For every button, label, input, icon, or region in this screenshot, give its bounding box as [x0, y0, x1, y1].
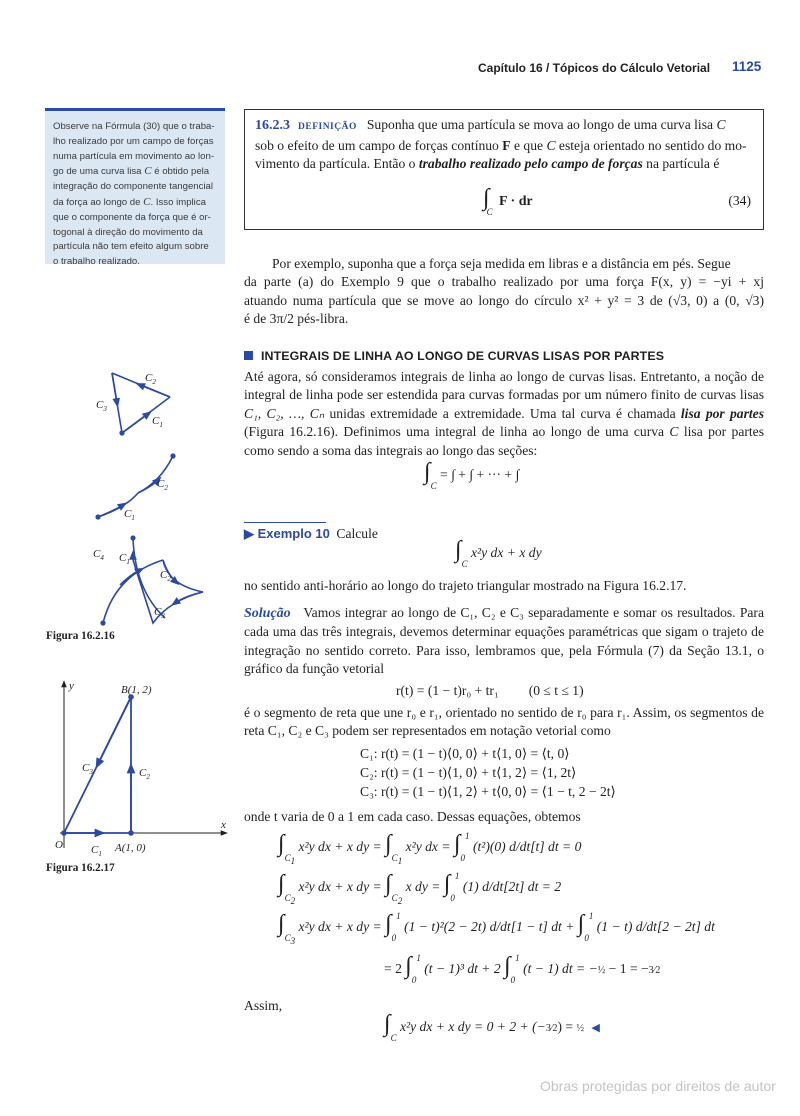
solution-paragraph-3: onde t varia de 0 a 1 em cada caso. Dessas equações, obtemos: [244, 809, 581, 824]
note-line: integração do componente tangencial: [53, 181, 214, 193]
param-c2: C₂: r(t) = (1 − t)⟨1, 0⟩ + t⟨1, 2⟩ = ⟨1, 2t⟩: [360, 765, 577, 780]
label-origin: O: [55, 839, 63, 851]
note-line: que o componente da força que é or-: [53, 211, 211, 223]
note-line: da força ao longo de C. Isso implica: [53, 195, 206, 208]
definition-number: 16.2.3: [255, 118, 290, 133]
label-y: y: [69, 680, 74, 692]
label-c3c: $C_3$: [154, 606, 165, 620]
definition-emphasis: trabalho realizado pelo campo de forças: [418, 156, 643, 171]
note-line: o trabalho realizado.: [53, 256, 140, 268]
label-point-a: A(1, 0): [115, 842, 146, 854]
example-after: no sentido anti-horário ao longo do trajeto triangular mostrado na Figura 16.2.17.: [244, 578, 687, 593]
page-number: 1125: [732, 59, 762, 74]
section-paragraph: Até agora, só consideramos integrais de linha ao longo de curvas lisas. Entretanto, a noção de integral de linha pode ser estendida para curvas formadas por um número finito de curvas lisas C₁, C₂, …, Cₙ unidas extremidade a extremidade. Uma tal curva é chamada lisa por partes (Figura 16.2.16). Definimos uma integral de linha ao longo de uma curva C lisa por partes como sendo a soma das integrais ao longo das seções:: [244, 369, 764, 458]
example-integral: $\int_C$ x²y dx + x dy: [455, 537, 542, 569]
label-c3: $C_3$: [82, 762, 93, 776]
label-c1: $C_1$: [91, 844, 102, 858]
label-point-b: B(1, 2): [121, 684, 152, 696]
parametrizations: [360, 744, 616, 801]
final-result: $\int_C$ x²y dx + x dy = 0 + 2 + (−3⁄2) = ½ ◀: [384, 1011, 600, 1043]
figure-16-2-16: [60, 360, 210, 630]
label-c2: $C_2$: [139, 767, 150, 781]
calc-c2: $\int_{C_2}$ x²y dx + x dy = $\int_{C_2}$ x dy = $\int_0^1$ (1) d/dt[2t] dt = 2: [278, 871, 562, 906]
margin-note: [45, 108, 225, 268]
figure-16-2-17-caption: Figura 16.2.17: [46, 862, 115, 874]
chapter-header: Capítulo 16 / Tópicos do Cálculo Vetorial: [478, 61, 711, 75]
watermark: Obras protegidas por direitos de autor: [540, 1078, 776, 1094]
note-line: togonal à direção do movimento da: [53, 226, 203, 238]
label-c1b: $C_1$: [124, 508, 135, 522]
label-c1: $C_1$: [152, 415, 163, 429]
definition-label: DEFINIÇÃO: [298, 122, 357, 132]
label-c3: $C_3$: [96, 399, 107, 413]
solution-paragraph: Solução Vamos integrar ao longo de C₁, C₂ e C₃ separadamente e somar os resultados. Para cada uma das três integrais, devemos determinar equações paramétricas que sigam o trajeto de integração no sentido correto. Para isso, lembramos que, pela Fórmula (7) da Seção 13.1, o gráfico da função vetorial: [244, 605, 764, 677]
example-rule: [244, 522, 326, 523]
calc-c3: $\int_{C_3}$ x²y dx + x dy = $\int_0^1$ (1 − t)²(2 − 2t) d/dt[1 − t] dt + $\int_0^1$ (1 − t) d/dt[2 − 2t] dt: [278, 911, 715, 946]
note-line: lho realizado por um campo de forças: [53, 135, 214, 147]
note-line: numa partícula em movimento ao lon-: [53, 150, 215, 162]
assim-label: Assim,: [244, 998, 283, 1013]
equation-number: (34): [728, 192, 751, 208]
work-integral: $\int_C$ F · dr: [483, 184, 533, 217]
label-c2: $C_2$: [145, 372, 156, 386]
figure-16-2-17: [55, 678, 230, 858]
end-of-example-icon: ◀: [591, 1022, 600, 1034]
example-label: ▶ Exemplo 10: [244, 526, 330, 541]
calc-c3-continued: = 2 $\int_0^1$ (t − 1)³ dt + 2 $\int_0^1$ (t − 1) dt = −½ − 1 = −3⁄2: [384, 953, 661, 985]
solution-label: Solução: [244, 606, 291, 621]
vector-line-formula: r(t) = (1 − t)r₀ + tr₁ (0 ≤ t ≤ 1): [396, 683, 584, 698]
label-x: x: [221, 819, 226, 831]
note-line: Observe na Fórmula (30) que o traba-: [53, 121, 215, 132]
label-c2b: $C_2$: [157, 478, 168, 492]
example-paragraph: Por exemplo, suponha que a força seja medida em libras e a distância em pés. Segue da parte (a) do Exemplo 9 que o trabalho realizado por uma força F(x, y) = −yi + xj atuando numa partícula que se move ao longo do círculo x² + y² = 3 de (√3, 0) a (0, √3) é de 3π/2 pés-libra.: [244, 256, 764, 327]
label-c1c: $C_1$: [119, 552, 130, 566]
section-heading: INTEGRAIS DE LINHA AO LONGO DE CURVAS LISAS POR PARTES: [244, 349, 664, 363]
note-line: partícula não tem efeito algum sobre: [53, 241, 209, 253]
param-c1: C₁: r(t) = (1 − t)⟨0, 0⟩ + t⟨1, 0⟩ = ⟨t, 0⟩: [360, 746, 570, 761]
curve-c3c: [133, 560, 203, 623]
piecewise-sum-formula: $\int_C$ = ∫ + ∫ + ··· + ∫: [424, 459, 520, 491]
label-c2c: $C_2$: [160, 569, 171, 583]
label-c4: $C_4$: [93, 548, 104, 562]
solution-paragraph-2: é o segmento de reta que une r₀ e r₁, orientado no sentido de r₀ para r₁. Assim, os segmentos de reta C₁, C₂ e C₃ podem ser representados em notação vetorial como: [244, 705, 764, 739]
section-square-icon: [244, 351, 253, 360]
calc-c1: $\int_{C_1}$ x²y dx + x dy = $\int_{C_1}$ x²y dx = $\int_0^1$ (t²)(0) d/dt[t] dt = 0: [278, 831, 582, 866]
figure-16-2-16-caption: Figura 16.2.16: [46, 630, 115, 642]
note-line: go de uma curva lisa C é obtido pela: [53, 165, 210, 178]
example-heading: ▶ Exemplo 10 Calcule: [244, 526, 378, 541]
param-c3: C₃: r(t) = (1 − t)⟨1, 2⟩ + t⟨0, 0⟩ = ⟨1 − t, 2 − 2t⟩: [360, 784, 616, 799]
definition-box: 16.2.3 DEFINIÇÃO Suponha que uma partícula se mova ao longo de uma curva lisa C sob o efeito de um campo de forças contínuo F e que C esteja orientado no sentido do mo- vimento da partícula. Então o trabalho realizado pelo campo de forças na partícula é $\int_C$ F · dr (34): [244, 109, 764, 230]
